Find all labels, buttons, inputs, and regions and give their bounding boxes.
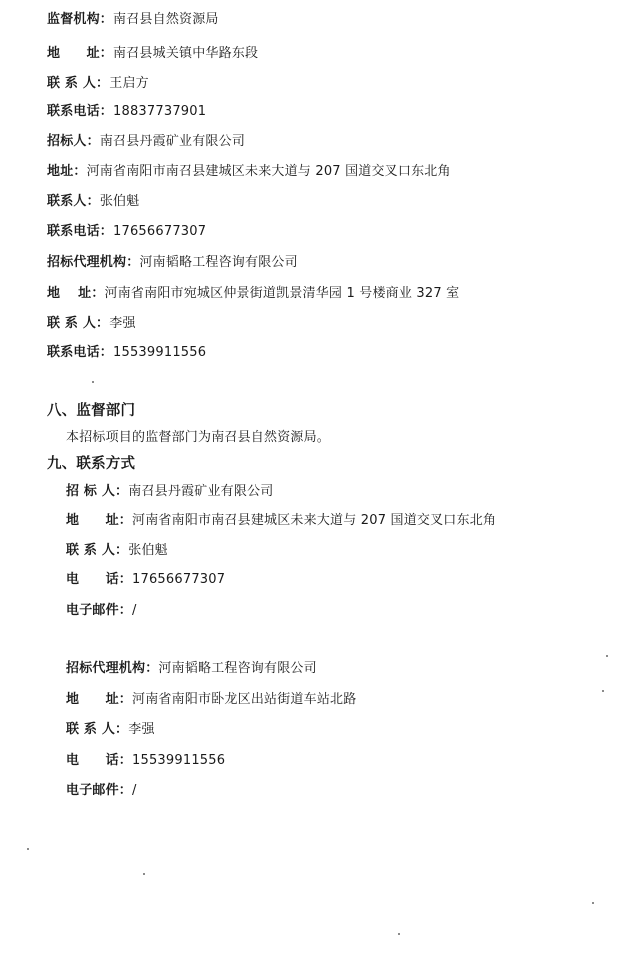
field-label: 监督机构： <box>47 12 114 27</box>
s9-tenderer-phone-row <box>66 572 225 588</box>
field-label: 联系人： <box>47 194 100 209</box>
s9-agency-contact-row <box>66 722 155 738</box>
field-value: 河南韬略工程咨询有限公司 <box>158 661 317 676</box>
scan-speck <box>92 381 94 383</box>
s9-agency-row <box>66 661 317 677</box>
field-label: 招标人： <box>47 134 100 149</box>
field-value: 李强 <box>128 722 155 737</box>
field-label: 招 标 人： <box>66 484 129 499</box>
field-label: 电子邮件： <box>66 603 133 618</box>
agency-contact-row <box>47 316 136 332</box>
field-value: / <box>132 603 137 618</box>
field-value: 南召县丹霞矿业有限公司 <box>128 484 274 499</box>
field-label: 联系电话： <box>47 345 114 360</box>
field-value: 张伯魁 <box>99 194 140 209</box>
s9-tenderer-address-row <box>66 513 496 529</box>
field-label: 电 话： <box>66 572 133 587</box>
field-value: 18837737901 <box>113 104 207 119</box>
field-value: 河南省南阳市卧龙区出站街道车站北路 <box>132 692 357 707</box>
field-value: 南召县城关镇中华路东段 <box>113 46 259 61</box>
field-value: 张伯魁 <box>128 543 168 558</box>
field-label: 联系电话： <box>47 224 114 239</box>
s9-agency-email-row <box>66 783 137 799</box>
field-label: 联 系 人： <box>47 76 110 91</box>
field-label: 地 址： <box>66 692 133 707</box>
field-label: 地 址： <box>66 513 133 528</box>
field-label: 招标代理机构： <box>66 661 159 676</box>
field-label: 联 系 人： <box>66 722 129 737</box>
supervisor-phone-row <box>47 104 206 120</box>
agency-address-row <box>47 286 459 302</box>
s9-tenderer-email-row <box>66 603 137 619</box>
section-9-heading: 九、联系方式 <box>47 456 136 472</box>
scan-speck <box>606 655 608 657</box>
scan-speck <box>602 690 604 692</box>
agency-row <box>47 255 298 271</box>
field-value: / <box>132 783 137 798</box>
scan-speck <box>398 933 400 935</box>
scan-speck <box>143 873 145 875</box>
field-value: 王启方 <box>109 76 149 91</box>
field-value: 南召县丹霞矿业有限公司 <box>99 134 246 149</box>
field-label: 电 话： <box>66 753 133 768</box>
field-value: 河南省南阳市宛城区仲景街道凯景清华园 1 号楼商业 327 室 <box>104 286 460 301</box>
tenderer-phone-row <box>47 224 206 240</box>
field-label: 地 址： <box>47 46 114 61</box>
field-label: 联 系 人： <box>66 543 129 558</box>
section-8-heading: 八、监督部门 <box>47 403 136 419</box>
field-label: 联系电话： <box>47 104 114 119</box>
s9-tenderer-contact-row <box>66 543 168 559</box>
tenderer-address-row <box>47 164 451 180</box>
field-value: 河南韬略工程咨询有限公司 <box>139 255 298 270</box>
field-value: 15539911556 <box>113 345 207 360</box>
tenderer-contact-row <box>47 194 139 210</box>
scan-speck <box>27 848 29 850</box>
agency-phone-row <box>47 345 206 361</box>
tenderer-row <box>47 134 245 150</box>
field-value: 15539911556 <box>132 753 226 768</box>
field-value: 河南省南阳市南召县建城区未来大道与 207 国道交叉口东北角 <box>132 513 497 528</box>
field-label: 电子邮件： <box>66 783 133 798</box>
field-value: 南召县自然资源局 <box>113 12 219 27</box>
field-label: 招标代理机构： <box>47 255 140 270</box>
field-label: 联 系 人： <box>47 316 110 331</box>
scan-speck <box>592 902 594 904</box>
supervisor-contact-row <box>47 76 149 92</box>
s9-agency-address-row <box>66 692 356 708</box>
supervisor-address-row <box>47 46 258 62</box>
supervisor-org-row <box>47 12 219 28</box>
s9-agency-phone-row <box>66 753 225 769</box>
s9-tenderer-row <box>66 484 273 500</box>
section-8-text: 本招标项目的监督部门为南召县自然资源局。 <box>66 430 331 445</box>
field-value: 17656677307 <box>132 572 226 587</box>
field-value: 17656677307 <box>113 224 207 239</box>
field-value: 河南省南阳市南召县建城区未来大道与 207 国道交叉口东北角 <box>86 164 451 179</box>
field-value: 李强 <box>109 316 136 331</box>
field-label: 地 址： <box>47 286 105 301</box>
field-label: 地址： <box>47 164 87 179</box>
